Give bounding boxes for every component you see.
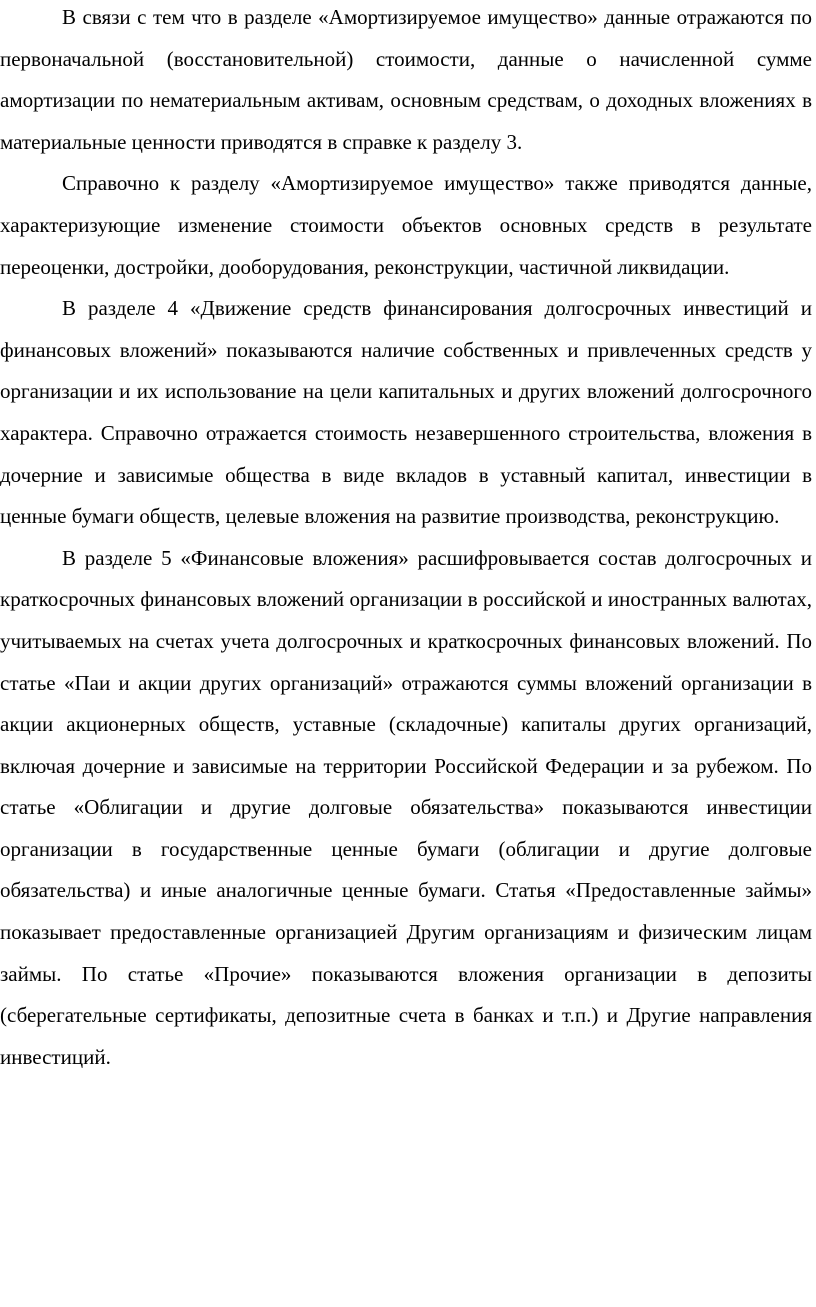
paragraph-section-5: В разделе 5 «Финансовые вложения» расшифровывается состав долгосрочных и краткосрочных финансовых вложений организации в российской и иностранных валютах, учитываемых на счетах учета долгосрочных и краткосрочных финансовых вложений. По статье «Паи и акции других организаций» отражаются суммы вложений организации в акции акционерных обществ, уставные (складочные) капиталы других организаций, включая дочерние и зависимые на территории Российской Федерации и за рубежом. По статье «Облигации и другие долговые обязательства» показываются инвестиции организации в государственные ценные бумаги (облигации и другие долговые обязательства) и иные аналогичные ценные бумаги. Статья «Предоставленные займы» показывает предоставленные организацией Другим организациям и физическим лицам займы. По статье «Прочие» показываются вложения организации в депозиты (сберегательные сертификаты, депозитные счета в банках и т.п.) и Другие направления инвестиций.	[0, 545, 812, 1069]
paragraph-reference-depreciable-property: Справочно к разделу «Амортизируемое имущество» также приводятся данные, характеризующие изменение стоимости объектов основных средств в результате переоценки, достройки, дооборудования, реконструкции, частичной ликвидации.	[0, 171, 812, 279]
paragraph-section-4: В разделе 4 «Движение средств финансирования долгосрочных инвестиций и финансовых вложений» показываются наличие собственных и привлеченных средств у организации и их использование на цели капитальных и других вложений долгосрочного характера. Справочно отражается стоимость незавершенного строительства, вложения в дочерние и зависимые общества в виде вкладов в уставный капитал, инвестиции в ценные бумаги обществ, целевые вложения на развитие производства, реконструкцию.	[0, 296, 812, 529]
paragraph-depreciable-property: В связи с тем что в разделе «Амортизируемое имущество» данные отражаются по первоначальной (восстановительной) стоимости, данные о начисленной сумме амортизации по нематериальным активам, основным средствам, о доходных вложениях в материальные ценности приводятся в справке к разделу 3.	[0, 5, 812, 154]
